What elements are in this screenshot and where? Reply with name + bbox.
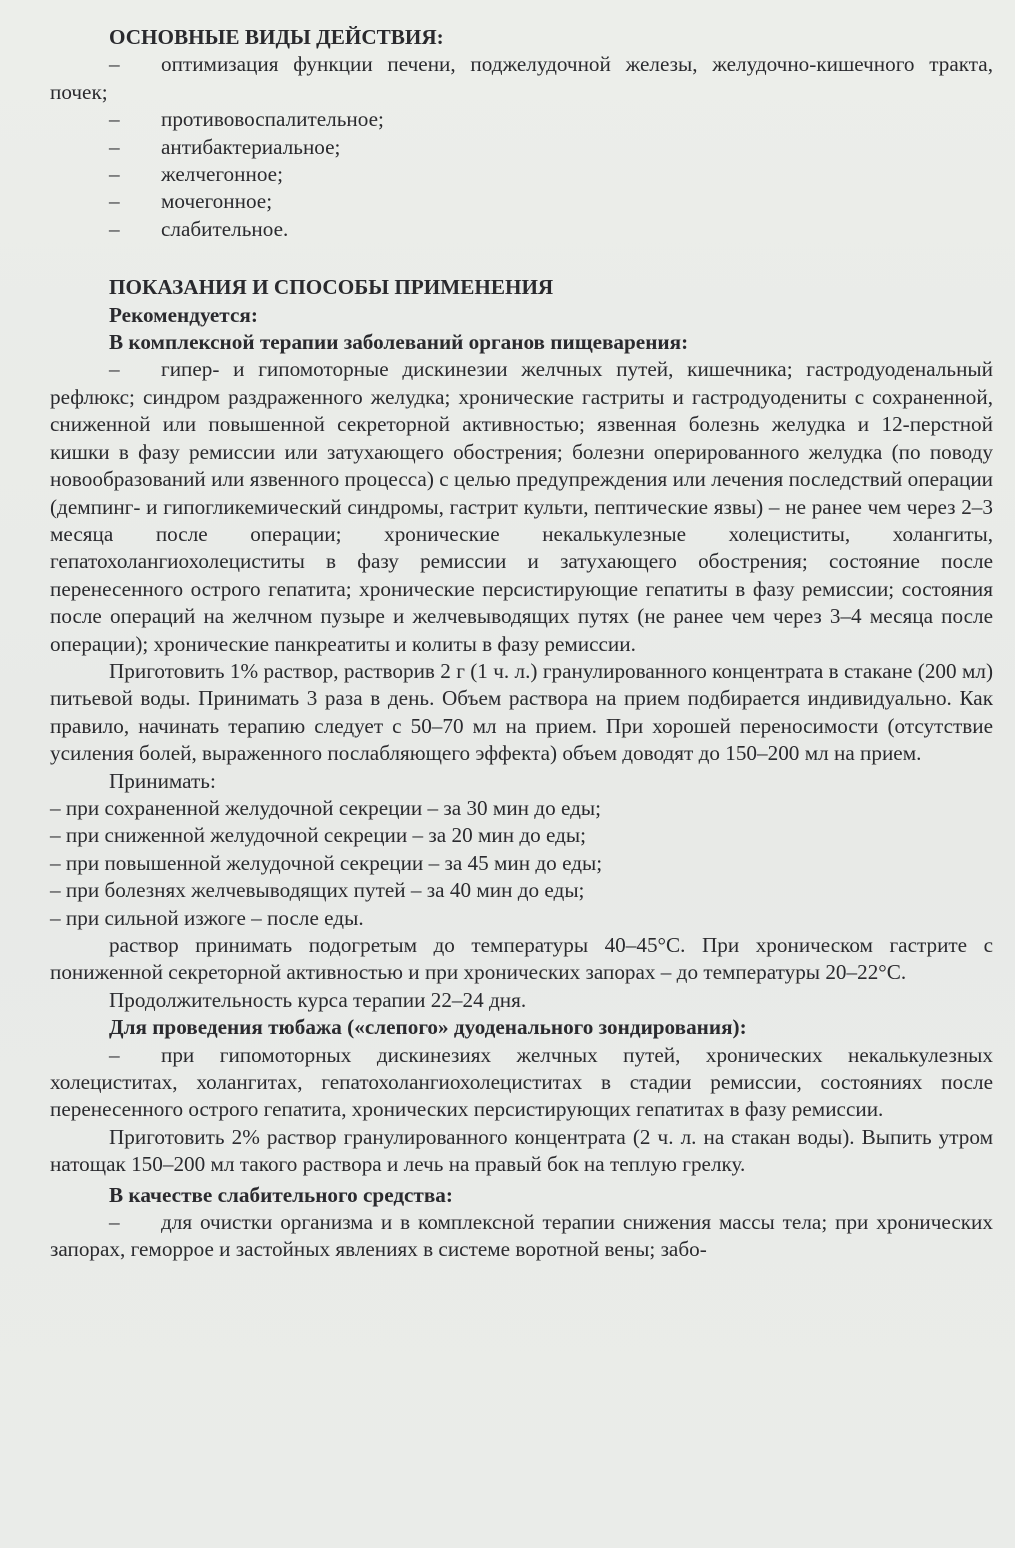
list-dash: – (109, 134, 120, 159)
paragraph-text: гипер- и гипомоторные дискинезии желчных путей, кишечника; гастродуоденальный рефлюкс; синдром раздраженного желудка; хронические гастриты и гастродуодениты с сохраненной, сниженной или повышенной секреторной активностью; язвенная болезнь желудка и 12-перстной кишки в фазу ремиссии или затухающего обострения; болезни оперированного желудка (по поводу новообразований или язвенного процесса) с целью предупреждения или лечения последствий операции (демпинг- и гипогликемический синдромы, гастрит культи, пептические язвы) – не ранее чем через 2–3 месяца после операции; хронические некалькулезные холециститы, холангиты, гепатохолангиохолециститы в фазу ремиссии и затухающего обострения; состояние после перенесенного острого гепатита; хронические персистирующие гепатиты в фазу ремиссии; состояния после операций на желчном пузыре и желчевыводящих путях (не ранее чем через 3–4 месяца после операции); хронические панкреатиты и колиты в фазу ремиссии. (50, 357, 993, 656)
paragraph-text: для очистки организма и в комплексной терапии снижения массы тела; при хронических запорах, геморрое и застойных явлениях в системе воротной вены; забо- (50, 1210, 993, 1262)
take-list-item (50, 905, 993, 932)
list-item-text: антибактериальное; (161, 134, 341, 159)
take-list-item (50, 822, 993, 849)
section-gap (50, 243, 993, 274)
list-dash: – (109, 216, 120, 241)
list-dash: – (50, 823, 61, 848)
list-item (50, 106, 993, 133)
list-item-text: мочегонное; (161, 189, 273, 214)
take-label: Принимать: (109, 768, 216, 793)
list-dash: – (109, 1042, 120, 1067)
list-dash: – (109, 357, 120, 382)
list-item-text: при повышенной желудочной секреции – за 45 мин до еды; (65, 850, 603, 875)
list-dash: – (50, 878, 61, 903)
preparation-paragraph: Приготовить 1% раствор, растворив 2 г (1 ч. л.) гранулированного концентрата в стакане (200 мл) питьевой воды. Принимать 3 раза в день. Объем раствора на прием подбирается индивидуально. Как правило, начинать терапию следует с 50–70 мл на прием. При хорошей переносимости (отсутствие усиления болей, выраженного послабляющего эффекта) объем доводят до 150–200 мл на прием. (50, 658, 993, 766)
digestive-indications-paragraph (50, 356, 993, 657)
list-dash: – (109, 189, 120, 214)
laxative-indications-paragraph (50, 1209, 993, 1264)
list-item-text: при болезнях желчевыводящих путей – за 40 мин до еды; (65, 878, 585, 903)
subheading-recommended: Рекомендуется: (109, 302, 258, 327)
take-list-item (50, 795, 993, 822)
list-item (50, 134, 993, 161)
list-dash: – (50, 905, 61, 930)
section-title-main-actions: ОСНОВНЫЕ ВИДЫ ДЕЙСТВИЯ: (109, 25, 444, 49)
paragraph-text: при гипомоторных дискинезиях желчных путей, хронических некалькулезных холециститах, холангитах, гепатохолангиохолециститах в стадии ремиссии, состояниях после перенесенного острого гепатита, хронических персистирующих гепатитах в фазу ремиссии. (50, 1042, 993, 1122)
list-item (50, 188, 993, 215)
subheading-laxative: В качестве слабительного средства: (109, 1182, 453, 1207)
list-dash: – (109, 1210, 120, 1235)
list-item-text: при сниженной желудочной секреции – за 20 мин до еды; (65, 823, 587, 848)
subheading-tubage: Для проведения тюбажа («слепого» дуоденального зондирования): (109, 1015, 747, 1040)
list-item-text: слабительное. (161, 216, 289, 241)
duration-paragraph: Продолжительность курса терапии 22–24 дня. (109, 987, 527, 1012)
list-item (50, 51, 993, 106)
list-item-text: желчегонное; (161, 162, 283, 187)
list-item-text: противовоспалительное; (161, 107, 384, 132)
list-item-text: при сильной изжоге – после еды. (65, 905, 364, 930)
list-dash: – (109, 162, 120, 187)
list-item-text: при сохраненной желудочной секреции – за 30 мин до еды; (65, 795, 602, 820)
list-dash: – (109, 107, 120, 132)
list-item (50, 216, 993, 243)
take-list-item (50, 850, 993, 877)
list-dash: – (109, 52, 120, 77)
tubage-preparation-paragraph: Приготовить 2% раствор гранулированного концентрата (2 ч. л. на стакан воды). Выпить утром натощак 150–200 мл такого раствора и лечь на правый бок на теплую грелку. (50, 1124, 993, 1177)
take-list-item (50, 877, 993, 904)
list-dash: – (50, 850, 61, 875)
list-dash: – (50, 795, 61, 820)
temperature-paragraph: раствор принимать подогретым до температуры 40–45°C. При хроническом гастрите с пониженной секреторной активностью и при хронических запорах – до температуры 20–22°C. (50, 933, 993, 985)
list-item-text: оптимизация функции печени, поджелудочной железы, желудочно-кишечного тракта, почек; (50, 52, 993, 104)
subheading-digestive: В комплексной терапии заболеваний органов пищеварения: (109, 330, 689, 355)
tubage-indications-paragraph (50, 1042, 993, 1124)
section-title-indications: ПОКАЗАНИЯ И СПОСОБЫ ПРИМЕНЕНИЯ (109, 275, 554, 300)
list-item (50, 161, 993, 188)
